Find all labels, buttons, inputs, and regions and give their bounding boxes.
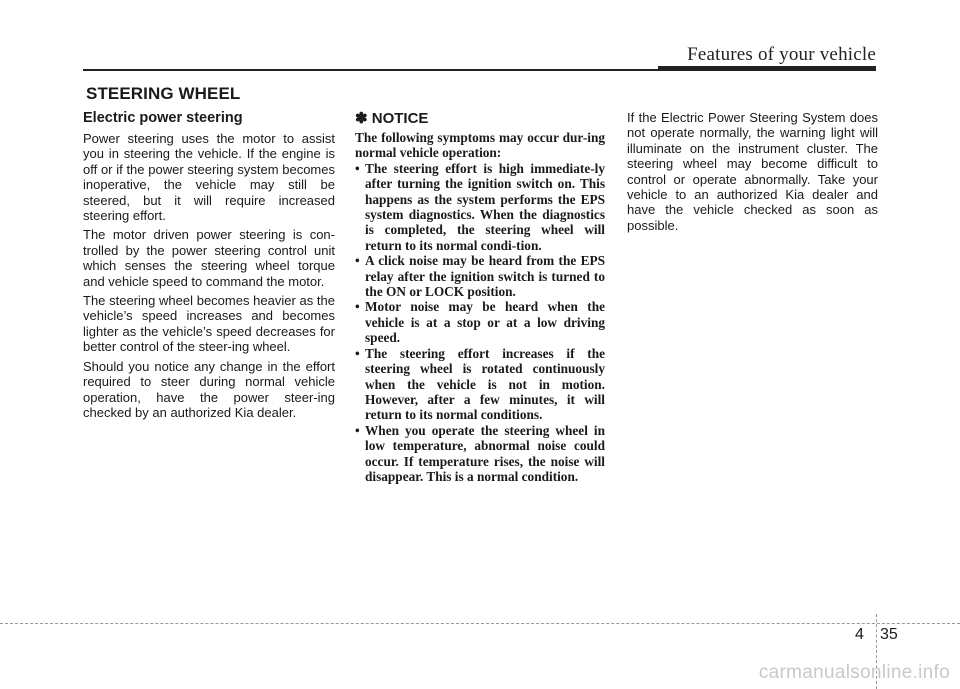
notice-list	[355, 161, 605, 485]
column-eps-warning	[627, 110, 878, 237]
notice-box	[355, 110, 605, 484]
notice-item: • A click noise may be heard from the EPS relay after the ignition switch is turned to the ON or LOCK position.	[355, 253, 605, 299]
notice-intro: The following symptoms may occur dur-ing normal vehicle operation:	[355, 130, 605, 161]
paragraph-notice-change: Should you notice any change in the effort required to steer during normal vehicle operation, have the power steer-ing checked by an authorized Kia dealer.	[83, 358, 335, 420]
notice-heading: ✽ NOTICE	[355, 110, 429, 127]
footer-divider	[0, 623, 960, 624]
header-title: Features of your vehicle	[687, 44, 876, 65]
header-rule-accent	[658, 66, 876, 71]
notice-item: • Motor noise may be heard when the vehicle is at a stop or at a low driving speed.	[355, 299, 605, 345]
subheading-electric-power-steering: Electric power steering	[83, 110, 243, 126]
paragraph-eps-warning: If the Electric Power Steering System does not operate normally, the warning light will illuminate on the instrument cluster. The steering wheel may become difficult to control or operate abnormally. Take your vehicle to an authorized Kia dealer and have the vehicle checked as soon as possible.	[627, 110, 878, 233]
chapter-number: 4	[855, 626, 864, 643]
paragraph-motor-driven: The motor driven power steering is con-trolled by the power steering control unit which senses the steering wheel torque and vehicle speed to command the motor.	[83, 227, 335, 289]
notice-item: • The steering effort is high immediate-ly after turning the ignition switch on. This happens as the system performs the EPS system diagnostics. When the diagnostics is completed, the steering wheel will return to its normal condi-tion.	[355, 161, 605, 253]
watermark: carmanualsonline.info	[758, 662, 950, 683]
notice-item: • When you operate the steering wheel in low temperature, abnormal noise could occur. If temperature rises, the noise will disappear. This is a normal condition.	[355, 423, 605, 485]
column-electric-power-steering	[83, 110, 335, 424]
page-number: 35	[880, 626, 898, 643]
notice-item: • The steering effort increases if the steering wheel is rotated continuously when the vehicle is not in motion. However, after a few minutes, it will return to its normal conditions.	[355, 346, 605, 423]
paragraph-power-steering-intro: Power steering uses the motor to assist you in steering the vehicle. If the engine is off or if the power steering system becomes inoperative, the vehicle may still be steered, but it will require increased steering effort.	[83, 131, 335, 224]
paragraph-steering-weight: The steering wheel becomes heavier as the vehicle’s speed increases and becomes lighter as the vehicle’s speed decreases for better control of the steer-ing wheel.	[83, 293, 335, 355]
section-heading: STEERING WHEEL	[86, 84, 241, 103]
